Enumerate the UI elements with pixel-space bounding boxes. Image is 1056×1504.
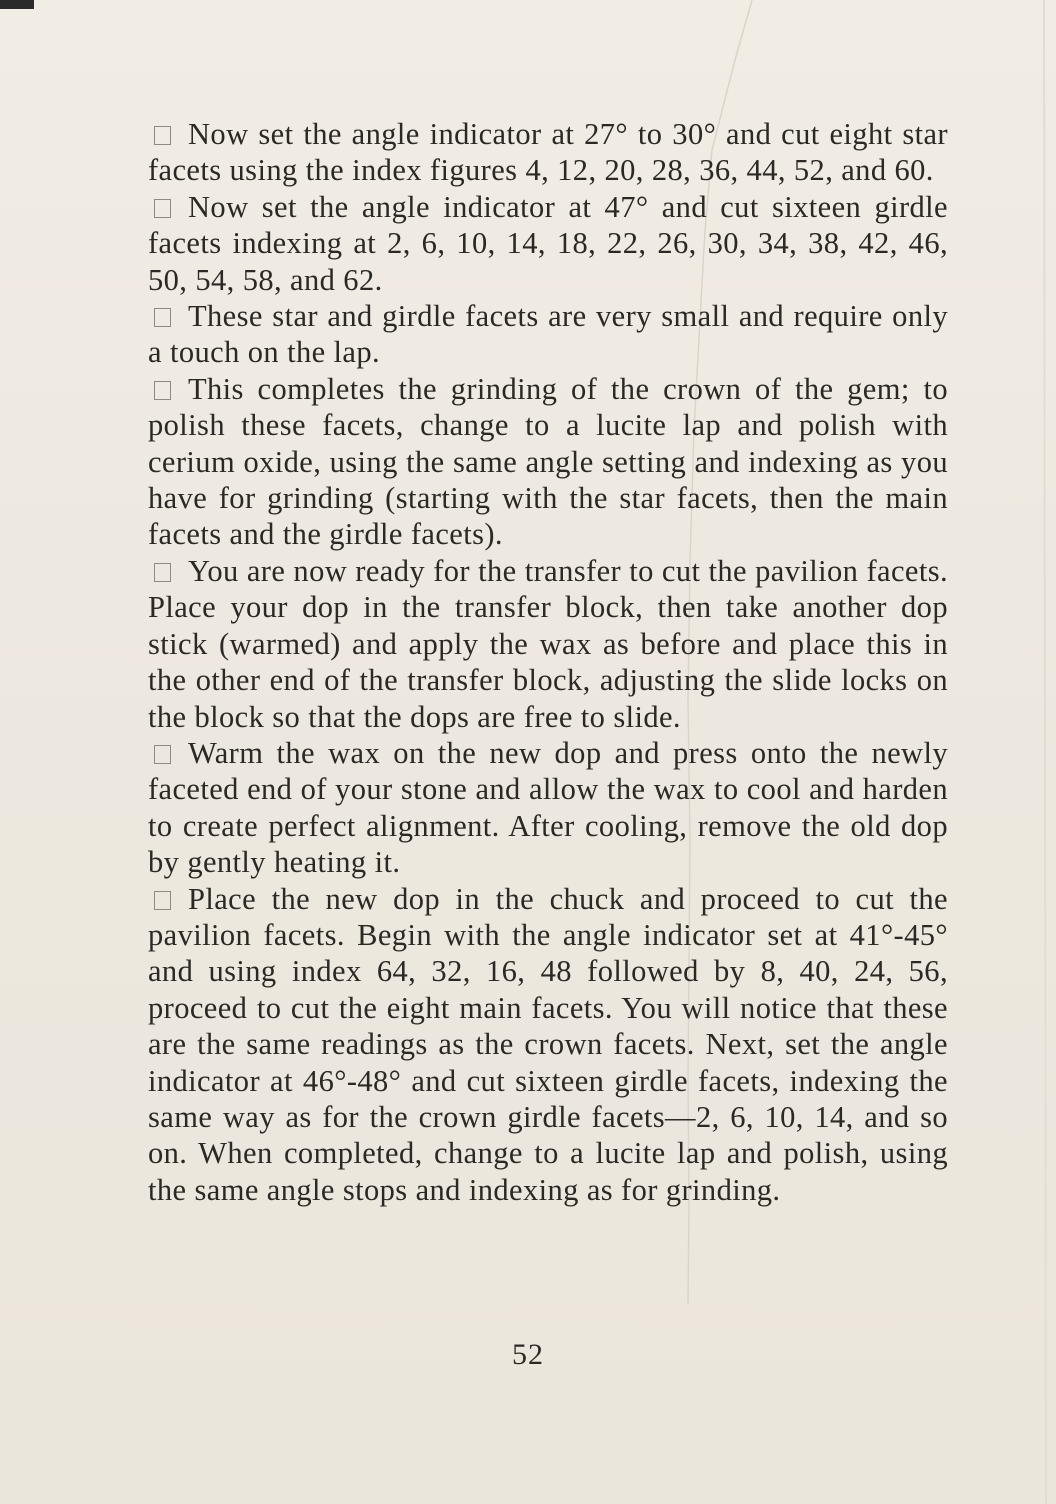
checklist-item [148,116,948,189]
checkbox-icon[interactable] [154,891,171,910]
checklist-item [148,881,948,1209]
checklist-item [148,371,948,553]
checklist-item-text: Warm the wax on the new dop and press onto the newly faceted end of your stone and allow the wax to cool and harden to create perfect alignment. After cooling, remove the old dop by gently heating it. [148,735,948,880]
checklist-item-text: These star and girdle facets are very small and require only a touch on the lap. [148,299,948,370]
checkbox-icon[interactable] [154,745,171,764]
checkbox-icon[interactable] [154,563,171,582]
checklist-item [148,735,948,881]
checklist-item-text: Now set the angle indicator at 27° to 30° and cut eight star facets using the index figures 4, 12, 20, 28, 36, 44, 52, and 60. [148,117,948,188]
checklist-item-text: You are now ready for the transfer to cut the pavilion facets. Place your dop in the transfer block, then take another dop stick (warmed) and apply the wax as before and place this in the other end of the transfer block, adjusting the slide locks on the block so that the dops are free to slide. [148,553,948,734]
page-number: 52 [512,1338,544,1371]
checkbox-icon[interactable] [154,126,171,145]
checklist-item [148,189,948,298]
checkbox-icon[interactable] [154,381,171,400]
corner-mark [0,0,34,9]
checklist-item-text: This completes the grinding of the crown of the gem; to polish these facets, change to a lucite lap and polish with cerium oxide, using the same angle setting and indexing as you have for grinding (starting with the star facets, then the main facets and the girdle facets). [148,371,948,552]
instruction-text [148,116,948,1208]
checklist-item [148,298,948,371]
checklist-item-text: Place the new dop in the chuck and proceed to cut the pavilion facets. Begin with the angle indicator set at 41°-45° and using index 64, 32, 16, 48 followed by 8, 40, 24, 56, proceed to cut the eight main facets. You will notice that these are the same readings as the crown facets. Next, set the angle indicator at 46°-48° and cut sixteen girdle facets, indexing the same way as for the crown girdle facets—2, 6, 10, 14, and so on. When completed, change to a lucite lap and polish, using the same angle stops and indexing as for grinding. [148,881,948,1207]
checkbox-icon[interactable] [154,308,171,327]
checklist-item [148,553,948,735]
checkbox-icon[interactable] [154,199,171,218]
checklist-item-text: Now set the angle indicator at 47° and cut sixteen girdle facets indexing at 2, 6, 10, 14, 18, 22, 26, 30, 34, 38, 42, 46, 50, 54, 58, and 62. [148,189,948,297]
